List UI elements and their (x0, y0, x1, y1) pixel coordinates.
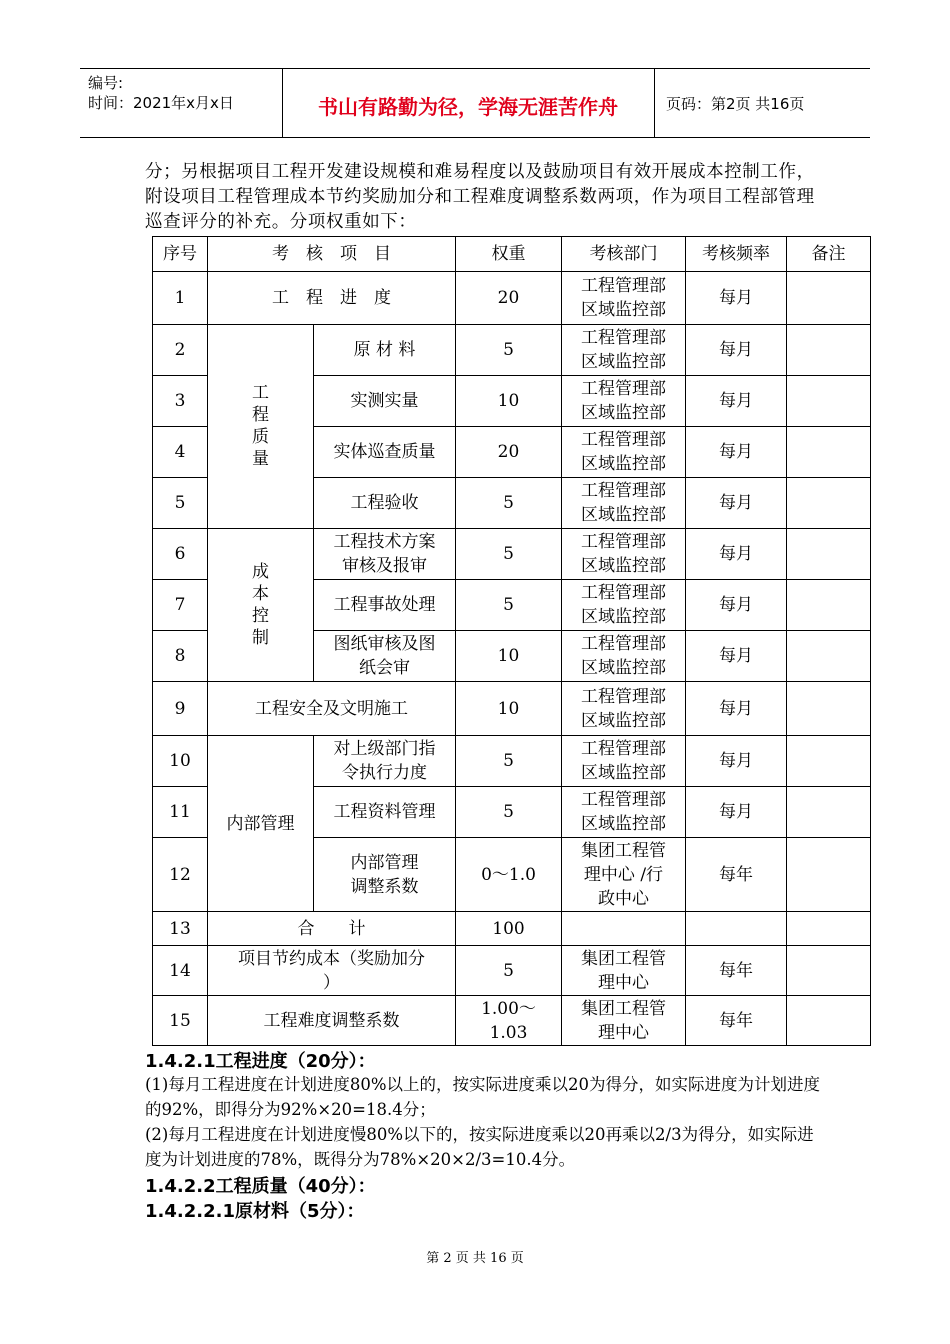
row-frequency: 每年 (686, 838, 787, 912)
row-item: 实体巡查质量 (314, 427, 456, 478)
row-dept: 工程管理部 区域监控部 (562, 325, 686, 376)
row-note (787, 272, 871, 325)
row-frequency: 每月 (686, 478, 787, 529)
row-dept: 集团工程管 理中心 (562, 946, 686, 996)
row-item: 工程验收 (314, 478, 456, 529)
document-number-label: 编号: (88, 74, 124, 92)
row-item: 工 程 进 度 (208, 272, 456, 325)
row-item: 图纸审核及图 纸会审 (314, 631, 456, 682)
col-header-frequency: 考核频率 (686, 237, 787, 272)
paragraph: (2)每月工程进度在计划进度慢80%以下的，按实际进度乘以20再乘以2/3为得分，如实际进度为计划进度的78%，既得分为78%×20×2/3=10.4分。 (145, 1125, 814, 1169)
row-item: 工程难度调整系数 (208, 996, 456, 1046)
row-weight: 5 (456, 478, 562, 529)
row-weight: 5 (456, 529, 562, 580)
row-item: 工程事故处理 (314, 580, 456, 631)
row-number: 1 (153, 272, 208, 325)
row-number: 8 (153, 631, 208, 682)
col-header-note: 备注 (787, 237, 871, 272)
col-header-no: 序号 (153, 237, 208, 272)
row-number: 2 (153, 325, 208, 376)
row-number: 14 (153, 946, 208, 996)
row-item: 内部管理 调整系数 (314, 838, 456, 912)
row-frequency: 每月 (686, 631, 787, 682)
row-weight: 10 (456, 376, 562, 427)
group-label: 工 程 质 量 (251, 383, 269, 469)
row-frequency: 每月 (686, 682, 787, 736)
row-number: 15 (153, 996, 208, 1046)
row-weight: 1.00～ 1.03 (456, 996, 562, 1046)
row-number: 5 (153, 478, 208, 529)
table-row (153, 529, 871, 580)
row-weight: 5 (456, 325, 562, 376)
row-frequency: 每年 (686, 946, 787, 996)
row-dept: 工程管理部 区域监控部 (562, 478, 686, 529)
table-row (153, 272, 871, 325)
row-note (787, 580, 871, 631)
row-dept: 工程管理部 区域监控部 (562, 427, 686, 478)
row-item: 工程资料管理 (314, 787, 456, 838)
row-dept: 工程管理部 区域监控部 (562, 631, 686, 682)
row-dept: 集团工程管 理中心 /行 政中心 (562, 838, 686, 912)
row-weight: 5 (456, 787, 562, 838)
group-label: 成 本 控 制 (251, 561, 269, 648)
row-item: 工程技术方案 审核及报审 (314, 529, 456, 580)
row-frequency: 每月 (686, 272, 787, 325)
row-number: 7 (153, 580, 208, 631)
table-row (153, 946, 871, 996)
row-item: 实测实量 (314, 376, 456, 427)
row-dept: 集团工程管 理中心 (562, 996, 686, 1046)
table-header-row (153, 237, 871, 272)
assessment-table (152, 236, 871, 1046)
row-weight: 10 (456, 631, 562, 682)
row-note (787, 912, 871, 946)
group-cell: 内部管理 (208, 736, 314, 912)
row-frequency: 每月 (686, 325, 787, 376)
col-header-weight: 权重 (456, 237, 562, 272)
row-number: 13 (153, 912, 208, 946)
row-number: 6 (153, 529, 208, 580)
row-frequency (686, 912, 787, 946)
row-weight: 20 (456, 272, 562, 325)
row-weight: 100 (456, 912, 562, 946)
row-weight: 20 (456, 427, 562, 478)
row-frequency: 每年 (686, 996, 787, 1046)
page-header (80, 68, 870, 138)
row-weight: 10 (456, 682, 562, 736)
header-page-info: 页码：第2页 共16页 (666, 95, 805, 113)
row-dept: 工程管理部 区域监控部 (562, 376, 686, 427)
row-dept: 工程管理部 区域监控部 (562, 787, 686, 838)
row-weight: 0～1.0 (456, 838, 562, 912)
row-frequency: 每月 (686, 787, 787, 838)
header-meta (88, 73, 234, 113)
row-dept: 工程管理部 区域监控部 (562, 272, 686, 325)
row-frequency: 每月 (686, 736, 787, 787)
row-note (787, 996, 871, 1046)
header-divider (654, 69, 655, 137)
row-note (787, 631, 871, 682)
row-number: 10 (153, 736, 208, 787)
row-dept: 工程管理部 区域监控部 (562, 736, 686, 787)
table-row (153, 912, 871, 946)
row-item: 项目节约成本（奖励加分 ） (208, 946, 456, 996)
group-cell (208, 529, 314, 682)
intro-paragraph: 分；另根据项目工程开发建设规模和难易程度以及鼓励项目有效开展成本控制工作，附设项目工程管理成本节约奖励加分和工程难度调整系数两项，作为项目工程部管理巡查评分的补充。分项权重如下： (145, 162, 815, 232)
table-row (153, 325, 871, 376)
page-footer: 第 2 页 共 16 页 (426, 1251, 524, 1266)
row-note (787, 736, 871, 787)
row-frequency: 每月 (686, 427, 787, 478)
row-note (787, 838, 871, 912)
row-number: 4 (153, 427, 208, 478)
row-number: 12 (153, 838, 208, 912)
group-cell (208, 325, 314, 529)
section-heading: 1.4.2.2.1原材料（5分）： (145, 1201, 365, 1222)
row-weight: 5 (456, 946, 562, 996)
section-heading: 1.4.2.2工程质量（40分）： (145, 1176, 376, 1197)
row-note (787, 325, 871, 376)
row-number: 9 (153, 682, 208, 736)
col-header-item: 考 核 项 目 (208, 237, 456, 272)
row-dept: 工程管理部 区域监控部 (562, 529, 686, 580)
paragraph: (1)每月工程进度在计划进度80%以上的，按实际进度乘以20为得分，如实际进度为计划进度的92%，即得分为92%×20=18.4分； (145, 1075, 821, 1119)
row-item: 原 材 料 (314, 325, 456, 376)
row-item: 工程安全及文明施工 (208, 682, 456, 736)
row-item: 对上级部门指 令执行力度 (314, 736, 456, 787)
row-frequency: 每月 (686, 580, 787, 631)
table-row (153, 736, 871, 787)
row-note (787, 529, 871, 580)
header-motto: 书山有路勤为径，学海无涯苦作舟 (318, 95, 618, 119)
document-date: 时间：2021年x月x日 (88, 94, 234, 112)
row-weight: 5 (456, 580, 562, 631)
row-frequency: 每月 (686, 376, 787, 427)
row-note (787, 427, 871, 478)
row-note (787, 376, 871, 427)
row-note (787, 682, 871, 736)
row-frequency: 每月 (686, 529, 787, 580)
row-note (787, 946, 871, 996)
row-item: 合 计 (208, 912, 456, 946)
row-dept: 工程管理部 区域监控部 (562, 580, 686, 631)
row-number: 11 (153, 787, 208, 838)
row-note (787, 787, 871, 838)
row-weight: 5 (456, 736, 562, 787)
row-dept: 工程管理部 区域监控部 (562, 682, 686, 736)
section-heading: 1.4.2.1工程进度（20分）： (145, 1051, 376, 1072)
row-number: 3 (153, 376, 208, 427)
row-dept (562, 912, 686, 946)
table-row (153, 996, 871, 1046)
table-row (153, 682, 871, 736)
col-header-dept: 考核部门 (562, 237, 686, 272)
row-note (787, 478, 871, 529)
